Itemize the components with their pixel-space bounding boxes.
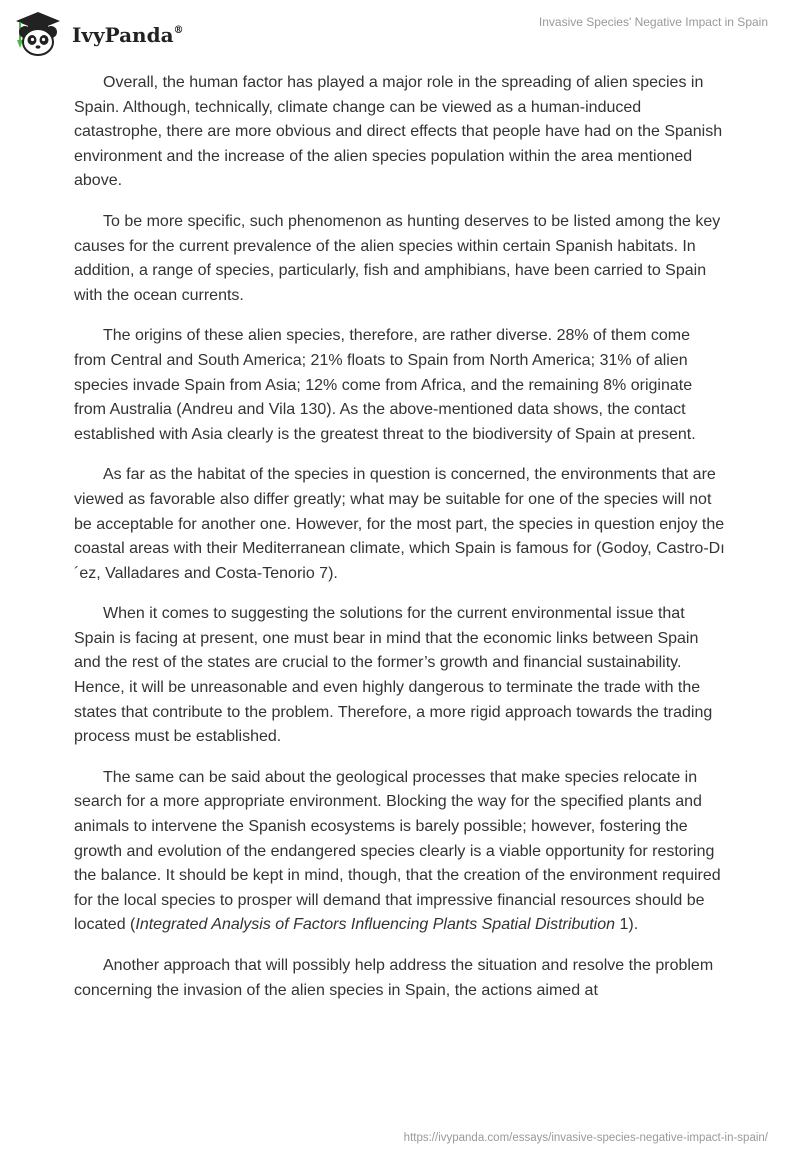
source-url[interactable]: https://ivypanda.com/essays/invasive-species-negative-impact-in-spain/ — [403, 1132, 768, 1144]
paragraph-4: As far as the habitat of the species in question is concerned, the environments that are viewed as favorable also differ greatly; what may be suitable for one of the species will not be acceptable for another one. However, for the most part, the species in question enjoy the coastal areas with their Mediterranean climate, which Spain is famous for (Godoy, Castro-Dı´ez, Valladares and Costa-Tenorio 7). — [74, 466, 725, 582]
paragraph-6-text: The same can be said about the geological processes that make species relocate in search for a more appropriate environment. Blocking the way for the specified plants and animals to intervene the Spanish ecosystems is barely possible; however, fostering the growth and evolution of the endangered species clearly is a viable opportunity for restoring the balance. It should be kept in mind, though, that the creation of the environment required for the local species to prosper will demand that impressive financial resources should be located ( — [74, 768, 721, 934]
brand-name: IvyPanda® — [72, 23, 184, 47]
document-title: Invasive Species' Negative Impact in Spain — [538, 15, 768, 29]
paragraph-1: Overall, the human factor has played a major role in the spreading of alien species in Spain. Although, technically, climate change can be viewed as a human-induced catastrophe, there are more obvious and direct effects that people have had on the Spanish environment and the increase of the alien species population within the area mentioned above. — [74, 74, 723, 190]
panda-graduate-icon — [12, 10, 64, 58]
cited-title: Integrated Analysis of Factors Influencing Plants Spatial Distribution — [135, 916, 616, 934]
paragraph-6 — [74, 766, 726, 938]
paragraph-7: Another approach that will possibly help address the situation and resolve the problem concerning the invasion of the alien species in Spain, the actions aimed at — [74, 957, 714, 999]
citation-page: 1). — [615, 916, 639, 934]
paragraph-5: When it comes to suggesting the solutions for the current environmental issue that Spain is facing at present, one must bear in mind that the economic links between Spain and the rest of the states are crucial to the former’s growth and financial sustainability. Hence, it will be unreasonable and even highly dangerous to terminate the trade with the states that contribute to the problem. Therefore, a more rigid approach towards the trading process must be established. — [74, 605, 713, 746]
page-header — [0, 0, 800, 60]
essay-body — [74, 71, 726, 1019]
paragraph-2: To be more specific, such phenomenon as hunting deserves to be listed among the key causes for the current prevalence of the alien species within certain Spanish habitats. In addition, a range of species, particularly, fish and amphibians, have been carried to Spain with the ocean currents. — [74, 212, 721, 304]
registered-mark: ® — [173, 25, 184, 36]
ivypanda-logo[interactable] — [12, 10, 184, 58]
paragraph-3: The origins of these alien species, therefore, are rather diverse. 28% of them come from Central and South America; 21% floats to Spain from North America; 31% of alien species invade Spain from Asia; 12% come from Africa, and the remaining 8% originate from Australia (Andreu and Vila 130). As the above-mentioned data shows, the contact established with Asia clearly is the greatest threat to the biodiversity of Spain at present. — [74, 327, 696, 443]
